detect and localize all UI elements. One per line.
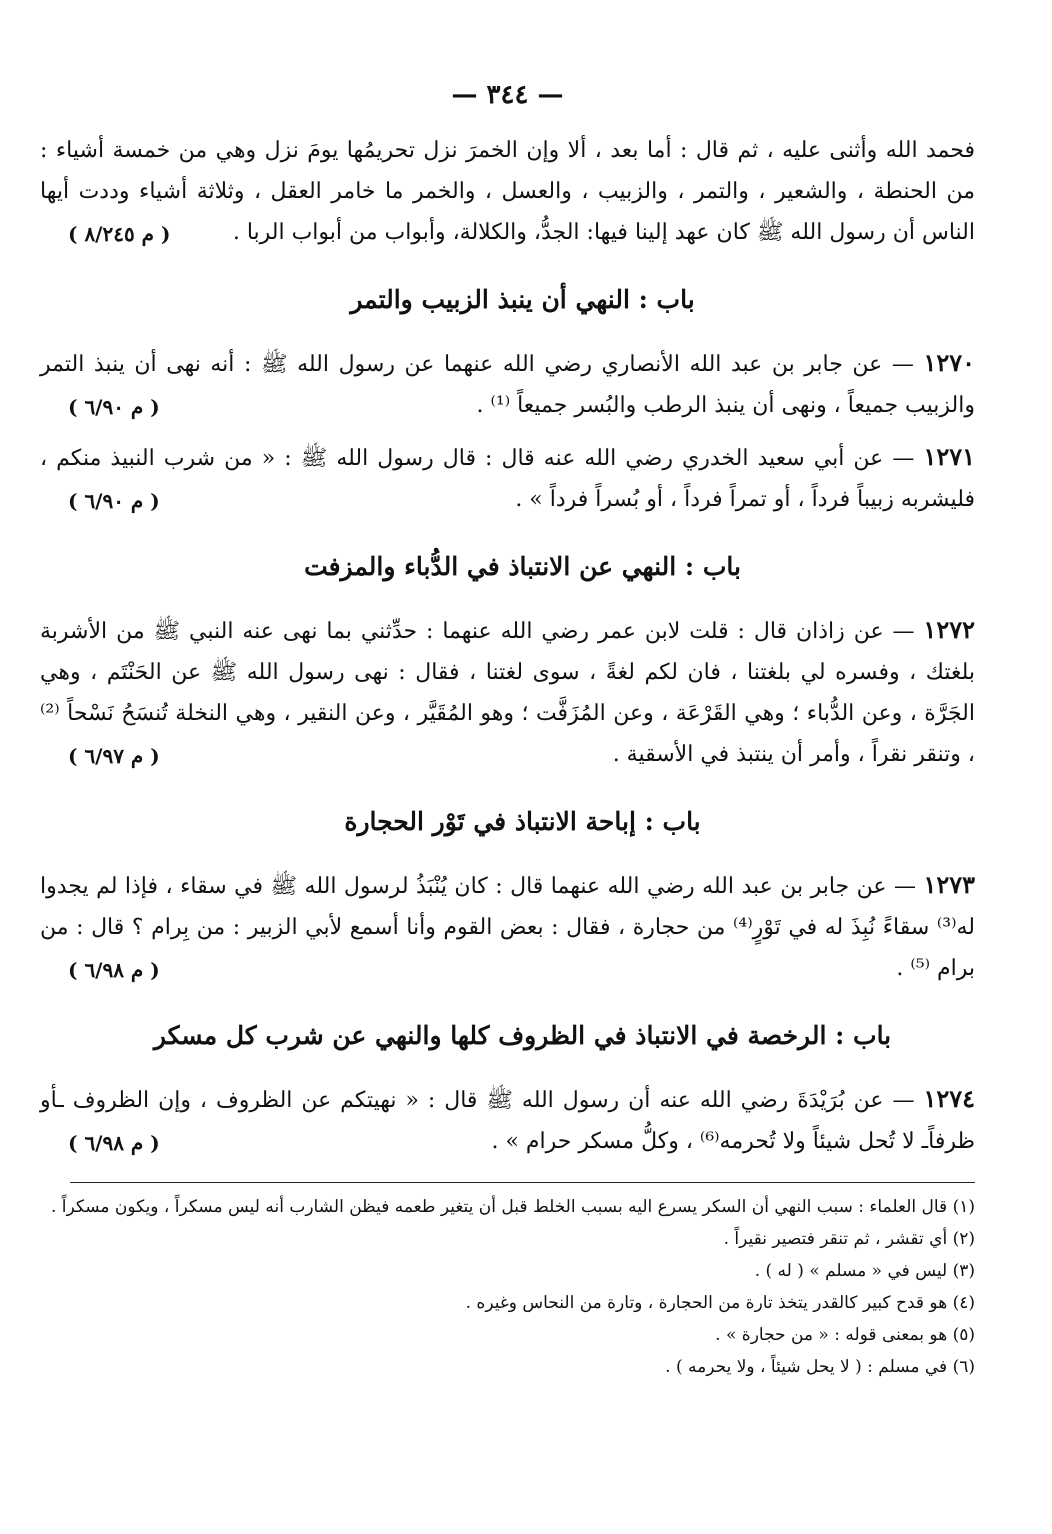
hadith-body: — عن زاذان قال : قلت لابن عمر رضي الله عنهما : حدِّثني بما نهى عنه النبي ﷺ من الأشربة بلغتك ، وفسره لي بلغتنا ، فان لكم لغةً ، سوى لغتنا ، فقال : نهى رسول الله ﷺ عن الحَنْتَم ، وهي الجَرَّة ، وعن الدُّباء ؛ وهي القَرْعَة ، وعن المُزَفَّت ؛ وهو المُقَيَّر ، وعن النقير ، وهي النخلة تُنسَحُ نَسْحاً ⁽²⁾ ، وتنقر نقراً ، وأمر أن ينتبذ في الأسقية . [40,619,975,767]
chapter-section [40,285,975,512]
footnote: (٣) ليس في « مسلم » ( له ) . [754,1261,975,1281]
hadith-body: — عن جابر بن عبد الله الأنصاري رضي الله عنهما عن رسول الله ﷺ : أنه نهى أن ينبذ التمر والزبيب جميعاً ، ونهى أن ينبذ الرطب والبُسر جميعاً ⁽¹⁾ . [40,352,975,418]
footnote: (٢) أي تقشر ، ثم تنقر فتصير نقيراً . [723,1229,975,1249]
hadith-entry [40,864,975,981]
hadith-reference: ( م ٦/٩٠ ) [68,395,160,419]
chapter-section [40,807,975,981]
footnote-divider [70,1182,975,1183]
hadith-reference: ( م ٦/٩٨ ) [68,958,160,982]
hadith-body: — عن جابر بن عبد الله رضي الله عنهما قال : كان يُنْبَذُ لرسول الله ﷺ في سقاء ، فإذا لم يجدوا له⁽³⁾ سقاءً نُبِذَ له في تَوْرٍ⁽⁴⁾ من حجارة ، فقال : بعض القوم وأنا أسمع لأبي الزبير : من بِرام ؟ قال : من برام ⁽⁵⁾ . [40,874,976,981]
hadith-entry [40,342,975,418]
page-number: — ٣٤٤ — [451,80,564,110]
hadith-number: ١٢٧٠ [923,348,975,377]
hadith-number: ١٢٧١ [923,442,975,471]
chapter-heading: باب : الرخصة في الانتباذ في الظروف كلها والنهي عن شرب كل مسكر [153,1021,892,1050]
hadith-body: — عن بُرَيْدَةَ رضي الله عنه أن رسول الله ﷺ قال : « نهيتكم عن الظروف ، وإن الظروف ـأو ظرفاًـ لا تُحل شيئاً ولا تُحرمه⁽⁶⁾ ، وكلُّ مسكر حرام » . [40,1088,975,1154]
hadith-entry [40,1078,975,1154]
hadith-number: ١٢٧٤ [923,1084,975,1113]
chapter-heading: باب : النهي أن ينبذ الزبيب والتمر [350,285,695,314]
intro-paragraph [40,130,975,245]
chapter-section [40,552,975,767]
footnotes [40,1191,975,1383]
hadith-number: ١٢٧٢ [923,615,975,644]
intro-text: فحمد الله وأثنى عليه ، ثم قال : أما بعد ، ألا وإن الخمرَ نزل تحريمُها يومَ نزل وهي من خمسة أشياء : من الحنطة ، والشعير ، والتمر ، والزبيب ، والعسل ، والخمر ما خامر العقل ، وثلاثة أشياء وددت أيها الناس أن رسول الله ﷺ كان عهد إلينا فيها: الجدُّ، والكلالة، وأبواب من أبواب الربا . [40,138,975,245]
hadith-reference: ( م ٦/٩٨ ) [68,1131,160,1155]
footnote: (٥) هو بمعنى قوله : « من حجارة » . [715,1325,975,1345]
hadith-reference: ( م ٦/٩٠ ) [68,489,160,513]
hadith-entry [40,609,975,767]
hadith-number: ١٢٧٣ [923,870,976,899]
chapter-section [40,1021,975,1154]
chapter-heading: باب : النهي عن الانتباذ في الدُّباء والمزفت [304,552,741,581]
hadith-reference: ( م ٦/٩٧ ) [68,744,160,768]
chapter-heading: باب : إباحة الانتباذ في تَوْر الحجارة [344,807,701,836]
hadith-entry [40,436,975,512]
footnote: (٤) هو قدح كبير كالقدر يتخذ تارة من الحجارة ، وتارة من النحاس وغيره . [465,1293,975,1313]
footnote: (١) قال العلماء : سبب النهي أن السكر يسرع اليه بسبب الخلط قبل أن يتغير طعمه فيظن الشارب أنه ليس مسكراً ، ويكون مسكراً . [50,1197,975,1217]
intro-reference: ( م ٨/٢٤٥ ) [68,222,171,246]
book-page [40,80,975,1383]
hadith-body: — عن أبي سعيد الخدري رضي الله عنه قال : قال رسول الله ﷺ : « من شرب النبيذ منكم ، فليشربه زبيباً فرداً ، أو تمراً فرداً ، أو بُسراً فرداً » . [40,446,975,512]
footnote: (٦) في مسلم : ( لا يحل شيئاً ، ولا يحرمه ) . [665,1357,975,1377]
